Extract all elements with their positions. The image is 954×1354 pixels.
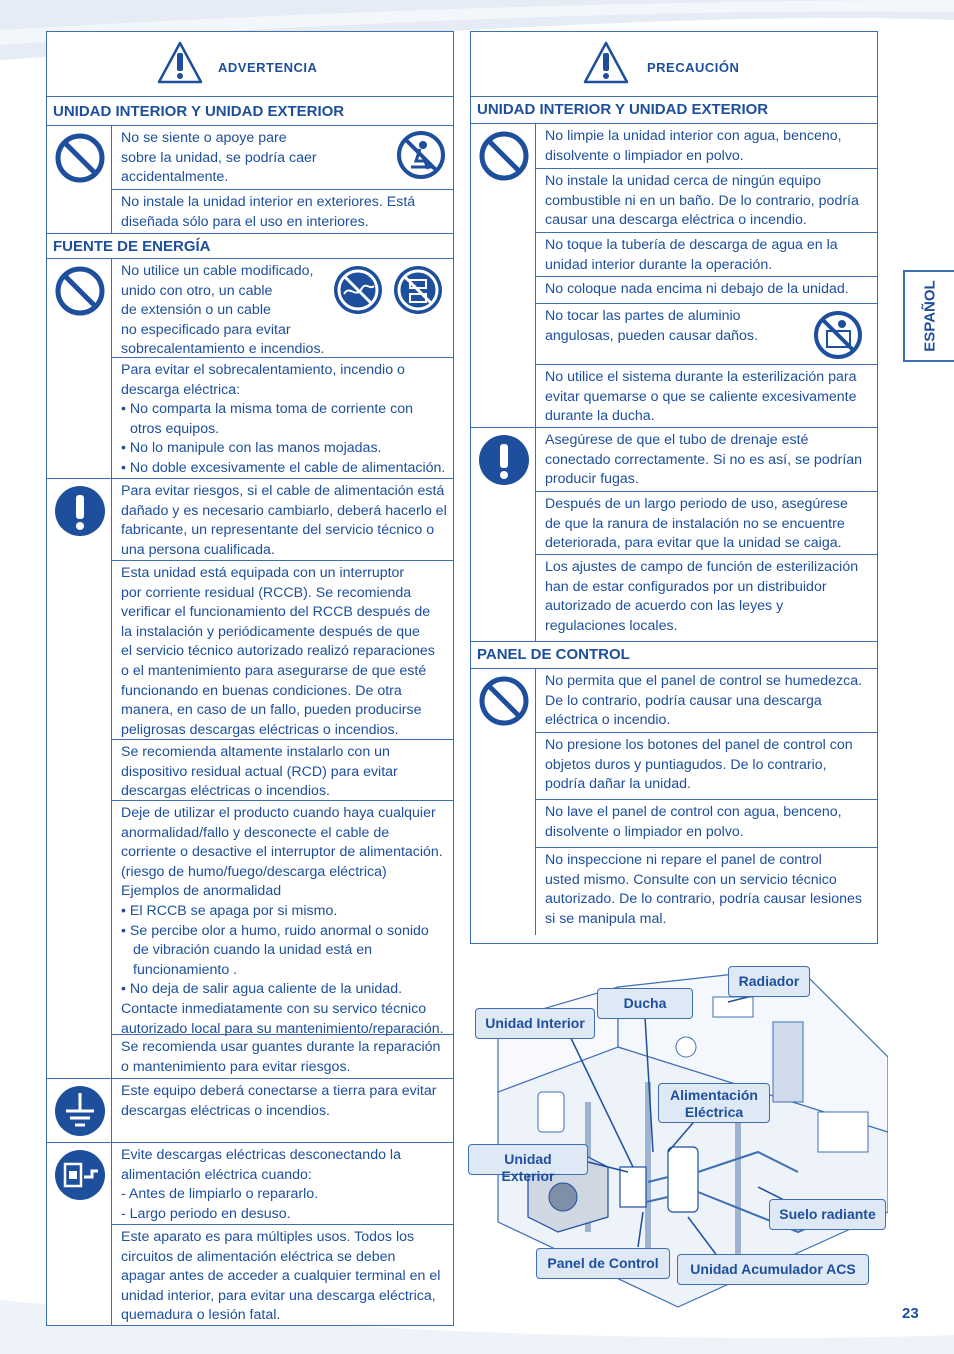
- warning-triangle-icon: [157, 40, 203, 86]
- label-radiador: Radiador: [728, 966, 810, 997]
- text-row: Deje de utilizar el producto cuando haya cualquier anormalidad/fallo y desconecte el cable de corriente o desactive el interruptor de alimentación. (riesgo de humo/fuego/descarga eléctrica) Ejemplos de anormalidad • El RCCB se apaga por si mismo. • Se percibe olor a humo, ruido anormal o sonido de vibración cuando la unidad está en funcionamiento . • No deja de salir agua caliente de la unidad. Contacte inmediatamente con su servico técnico autorizado local para su mantenimiento/reparación.: [112, 801, 453, 1035]
- text-row: No toque la tubería de descarga de agua en la unidad interior durante la operación.: [536, 233, 877, 277]
- text-row: Se recomienda altamente instalarlo con un dispositivo residual actual (RCD) para evitar descargas eléctricas o incendios.: [112, 740, 453, 801]
- caution-panel: [470, 31, 878, 944]
- caution-triangle-icon: [583, 40, 629, 86]
- text-row: No utilice el sistema durante la esterilización para evitar quemarse o que se caliente excesivamente durante la ducha.: [545, 369, 857, 425]
- warning-panel: [46, 31, 454, 1326]
- no-sitting-icon: [395, 129, 447, 181]
- text-row: No lave el panel de control con agua, benceno, disolvente o limpiador en polvo.: [536, 800, 877, 848]
- section-heading-units: UNIDAD INTERIOR Y UNIDAD EXTERIOR: [471, 97, 877, 124]
- label-suelo-radiante: Suelo radiante: [769, 1199, 886, 1230]
- prohibition-icon: [478, 130, 530, 182]
- no-extension-cable-icon: [392, 264, 444, 316]
- text-row: No utilice un cable modificado, unido con otro, un cable de extensión o un cable no especificado para evitar sobrecalentamiento e incendios.: [112, 259, 453, 358]
- prohibition-group: [471, 669, 877, 935]
- text-row: No permita que el panel de control se humedezca. De lo contrario, podría causar una descarga eléctrica o incendio.: [536, 669, 877, 733]
- label-ducha: Ducha: [597, 988, 693, 1019]
- prohibition-group: [47, 259, 453, 479]
- text-row: Asegúrese de que el tubo de drenaje esté conectado correctamente. Si no es así, se podrían producir fugas.: [536, 428, 877, 492]
- text-row: Se recomienda usar guantes durante la reparación o mantenimiento para evitar riesgos.: [121, 1039, 441, 1075]
- prohibition-icon: [478, 675, 530, 727]
- text-row: Los ajustes de campo de función de esterilización han de estar configurados por un distribuidor autorizado de acuerdo con las leyes y regulaciones locales.: [545, 559, 859, 634]
- section-heading-units: UNIDAD INTERIOR Y UNIDAD EXTERIOR: [47, 97, 453, 126]
- no-modified-cable-icon: [332, 264, 384, 316]
- ground-icon: [54, 1085, 106, 1137]
- prohibition-icon: [54, 265, 106, 317]
- label-unidad-exterior: Unidad Exterior: [468, 1144, 588, 1175]
- text-row: No instale la unidad interior en exteriores. Está diseñada sólo para el uso en interiores.: [121, 194, 416, 230]
- exclamation-icon: [478, 434, 530, 486]
- text-row: No inspeccione ni repare el panel de control usted mismo. Consulte con un servicio técnico autorizado. De lo contrario, podría causar lesiones si se manipula mal.: [545, 852, 863, 927]
- prohibition-group: [471, 124, 877, 428]
- label-alimentacion-electrica: Alimentación Eléctrica: [658, 1083, 770, 1123]
- label-panel-de-control: Panel de Control: [536, 1248, 670, 1279]
- exclamation-icon: [54, 485, 106, 537]
- sharp-edge-warning-icon: [812, 309, 864, 361]
- text-row: No limpie la unidad interior con agua, benceno, disolvente o limpiador en polvo.: [536, 124, 877, 169]
- ground-group: [47, 1079, 453, 1143]
- text-row: Evite descargas eléctricas desconectando la alimentación eléctrica cuando: - Antes de limpiarlo o repararlo. - Largo periodo en desuso.: [112, 1143, 453, 1225]
- text-row: No coloque nada encima ni debajo de la unidad.: [536, 277, 877, 304]
- text-row: Este aparato es para múltiples usos. Todos los circuitos de alimentación eléctrica se deben apagar antes de acceder a cualquier terminal en el unidad interior, para evitar una descarga eléctrica, quemadura o lesión fatal.: [121, 1229, 441, 1324]
- text-row: Este equipo deberá conectarse a tierra para evitar descargas eléctricas o incendios.: [121, 1083, 437, 1119]
- text-row: No se siente o apoye pare sobre la unidad, se podría caer accidentalmente.: [112, 126, 453, 190]
- section-heading-control-panel: PANEL DE CONTROL: [471, 642, 877, 669]
- mandatory-group: [471, 428, 877, 642]
- prohibition-group: [47, 126, 453, 234]
- text-row: Para evitar el sobrecalentamiento, incendio o descarga eléctrica: • No comparta la misma toma de corriente con otros equipos. • No lo manipule con las manos mojadas. • No doble excesivamente el cable de alimentación.: [121, 362, 446, 476]
- unplug-icon: [54, 1149, 106, 1201]
- unplug-group: [47, 1143, 453, 1326]
- page-number: 23: [902, 1305, 919, 1322]
- text-row: Después de un largo periodo de uso, asegúrese de que la ranura de instalación no se encuentre deteriorada, para evitar que la unidad se caiga.: [536, 492, 877, 555]
- mandatory-group: [47, 479, 453, 1079]
- language-tab: ESPAÑOL: [903, 270, 954, 362]
- warning-title: ADVERTENCIA: [218, 60, 318, 75]
- text-row: Esta unidad está equipada con un interruptor por corriente residual (RCCB). Se recomienda verificar el funcionamiento del RCCB después de la instalación y periódicamente después de que el servicio técnico autorizado realizó reparaciones o el mantenimiento para asegurarse de que esté funcionando en buenas condiciones. De otra manera, en caso de un fallo, pueden producirse peligrosas descargas eléctricas o incendios.: [112, 561, 453, 740]
- caution-title-box: [471, 32, 877, 97]
- house-diagram: [468, 962, 888, 1312]
- text-row: No instale la unidad cerca de ningún equipo combustible ni en un baño. De lo contrario, podría causar una descarga eléctrica o incendio.: [536, 169, 877, 233]
- caution-title: PRECAUCIÓN: [647, 60, 740, 75]
- label-unidad-acumulador: Unidad Acumulador ACS: [677, 1254, 869, 1285]
- text-row: Para evitar riesgos, si el cable de alimentación está dañado y es necesario cambiarlo, deberá hacerlo el fabricante, un representante del servicio técnico o una persona cualificada.: [112, 479, 453, 561]
- text-row: No presione los botones del panel de control con objetos duros y puntiagudos. De lo contrario, podría dañar la unidad.: [536, 733, 877, 800]
- text-row: No tocar las partes de aluminio angulosas, pueden causar daños.: [536, 304, 877, 365]
- warning-title-box: [47, 32, 453, 97]
- prohibition-icon: [54, 132, 106, 184]
- section-heading-power: FUENTE DE ENERGÍA: [47, 234, 453, 259]
- label-unidad-interior: Unidad Interior: [475, 1008, 595, 1039]
